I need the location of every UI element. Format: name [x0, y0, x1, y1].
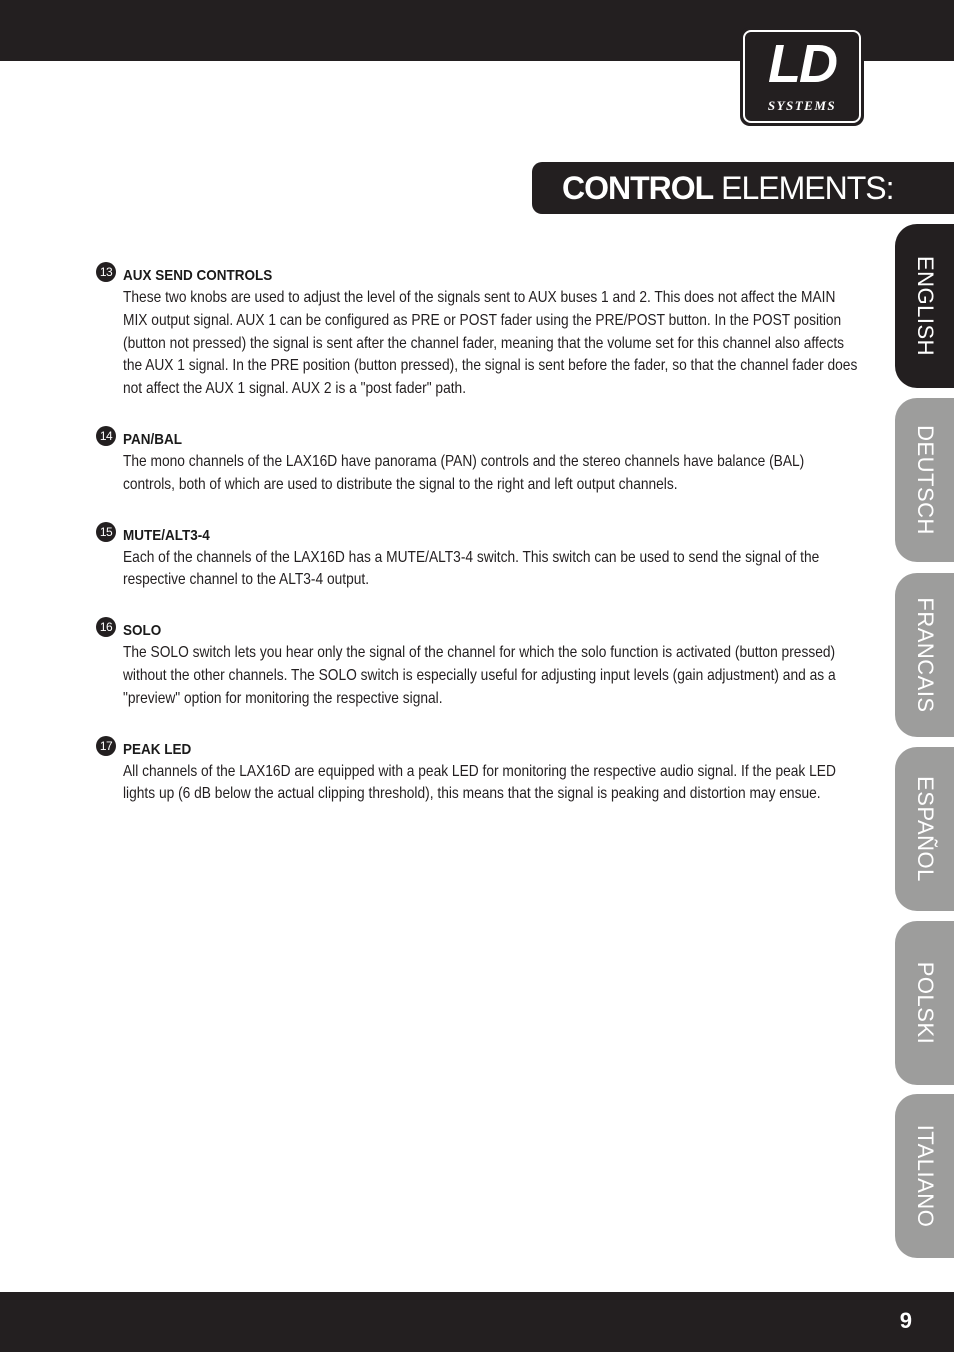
- list-item-solo: [96, 617, 860, 710]
- list-item-peak-led: [96, 736, 860, 807]
- logo-main-text: LD: [768, 34, 836, 94]
- item-number-badge: 14: [96, 426, 116, 446]
- item-heading: PEAK LED: [123, 740, 192, 758]
- item-description: These two knobs are used to adjust the level of the signals sent to AUX buses 1 and 2. This does not affect the MAIN MIX output signal. AUX 1 can be configured as PRE or POST fader using the PRE/POST button. In the POST position (button not pressed) the signal is sent after the channel fader, meaning that the volume set for this channel also affects the AUX 1 signal. In the PRE position (button pressed), the signal is sent before the fader, so that the channel fader does not affect the AUX 1 signal. AUX 2 is a "post fader" path.: [123, 289, 858, 398]
- item-number-badge: 17: [96, 736, 116, 756]
- tab-label: DEUTSCH: [912, 425, 938, 535]
- tab-polski[interactable]: [895, 921, 954, 1085]
- page-number: 9: [899, 1308, 912, 1333]
- item-heading: SOLO: [123, 622, 162, 640]
- logo-sub-text: SYSTEMS: [767, 98, 837, 113]
- tab-label: FRANCAIS: [912, 597, 938, 713]
- section-title: [532, 162, 954, 214]
- item-number-badge: 16: [96, 617, 116, 637]
- tab-deutsch[interactable]: [895, 398, 954, 562]
- section-title-light: ELEMENTS:: [721, 170, 894, 206]
- item-heading: AUX SEND CONTROLS: [123, 267, 273, 284]
- item-heading: PAN/BAL: [123, 430, 183, 448]
- section-title-bold: CONTROL: [562, 170, 714, 206]
- item-number-badge: 13: [96, 262, 116, 282]
- item-description: The mono channels of the LAX16D have panorama (PAN) controls and the stereo channels have balance (BAL) controls, both of which are used to distribute the signal to the right and left output channels.: [123, 452, 805, 493]
- list-item-aux-send: [96, 262, 860, 401]
- tab-italiano[interactable]: [895, 1094, 954, 1258]
- tab-espanol[interactable]: [895, 747, 954, 911]
- tab-english[interactable]: [895, 224, 954, 388]
- item-description: All channels of the LAX16D are equipped with a peak LED for monitoring the respective audio signal. If the peak LED lights up (6 dB below the actual clipping threshold), this means that the signal is peaking and distortion may ensue.: [123, 762, 836, 803]
- tab-francais[interactable]: [895, 573, 954, 737]
- logo-frame: [743, 30, 861, 123]
- list-item-pan-bal: [96, 426, 860, 497]
- item-heading: MUTE/ALT3-4: [123, 526, 210, 544]
- control-elements-list: [96, 262, 860, 831]
- list-item-mute-alt: [96, 522, 860, 593]
- item-description: Each of the channels of the LAX16D has a MUTE/ALT3-4 switch. This switch can be used to send the signal of the respective channel to the ALT3-4 output.: [123, 548, 820, 589]
- tab-label: ENGLISH: [912, 255, 938, 357]
- footer-bar: [0, 1292, 954, 1352]
- item-number-badge: 15: [96, 522, 116, 542]
- tab-label: ESPAÑOL: [912, 776, 938, 882]
- tab-label: ITALIANO: [912, 1124, 938, 1228]
- tab-label: POLSKI: [912, 961, 938, 1045]
- item-description: The SOLO switch lets you hear only the signal of the channel for which the solo function is activated (button pressed) without the other channels. The SOLO switch is especially useful for adjusting input levels (gain adjustment) and as a "preview" option for monitoring the respective signal.: [123, 644, 836, 707]
- ld-systems-logo: [740, 27, 864, 126]
